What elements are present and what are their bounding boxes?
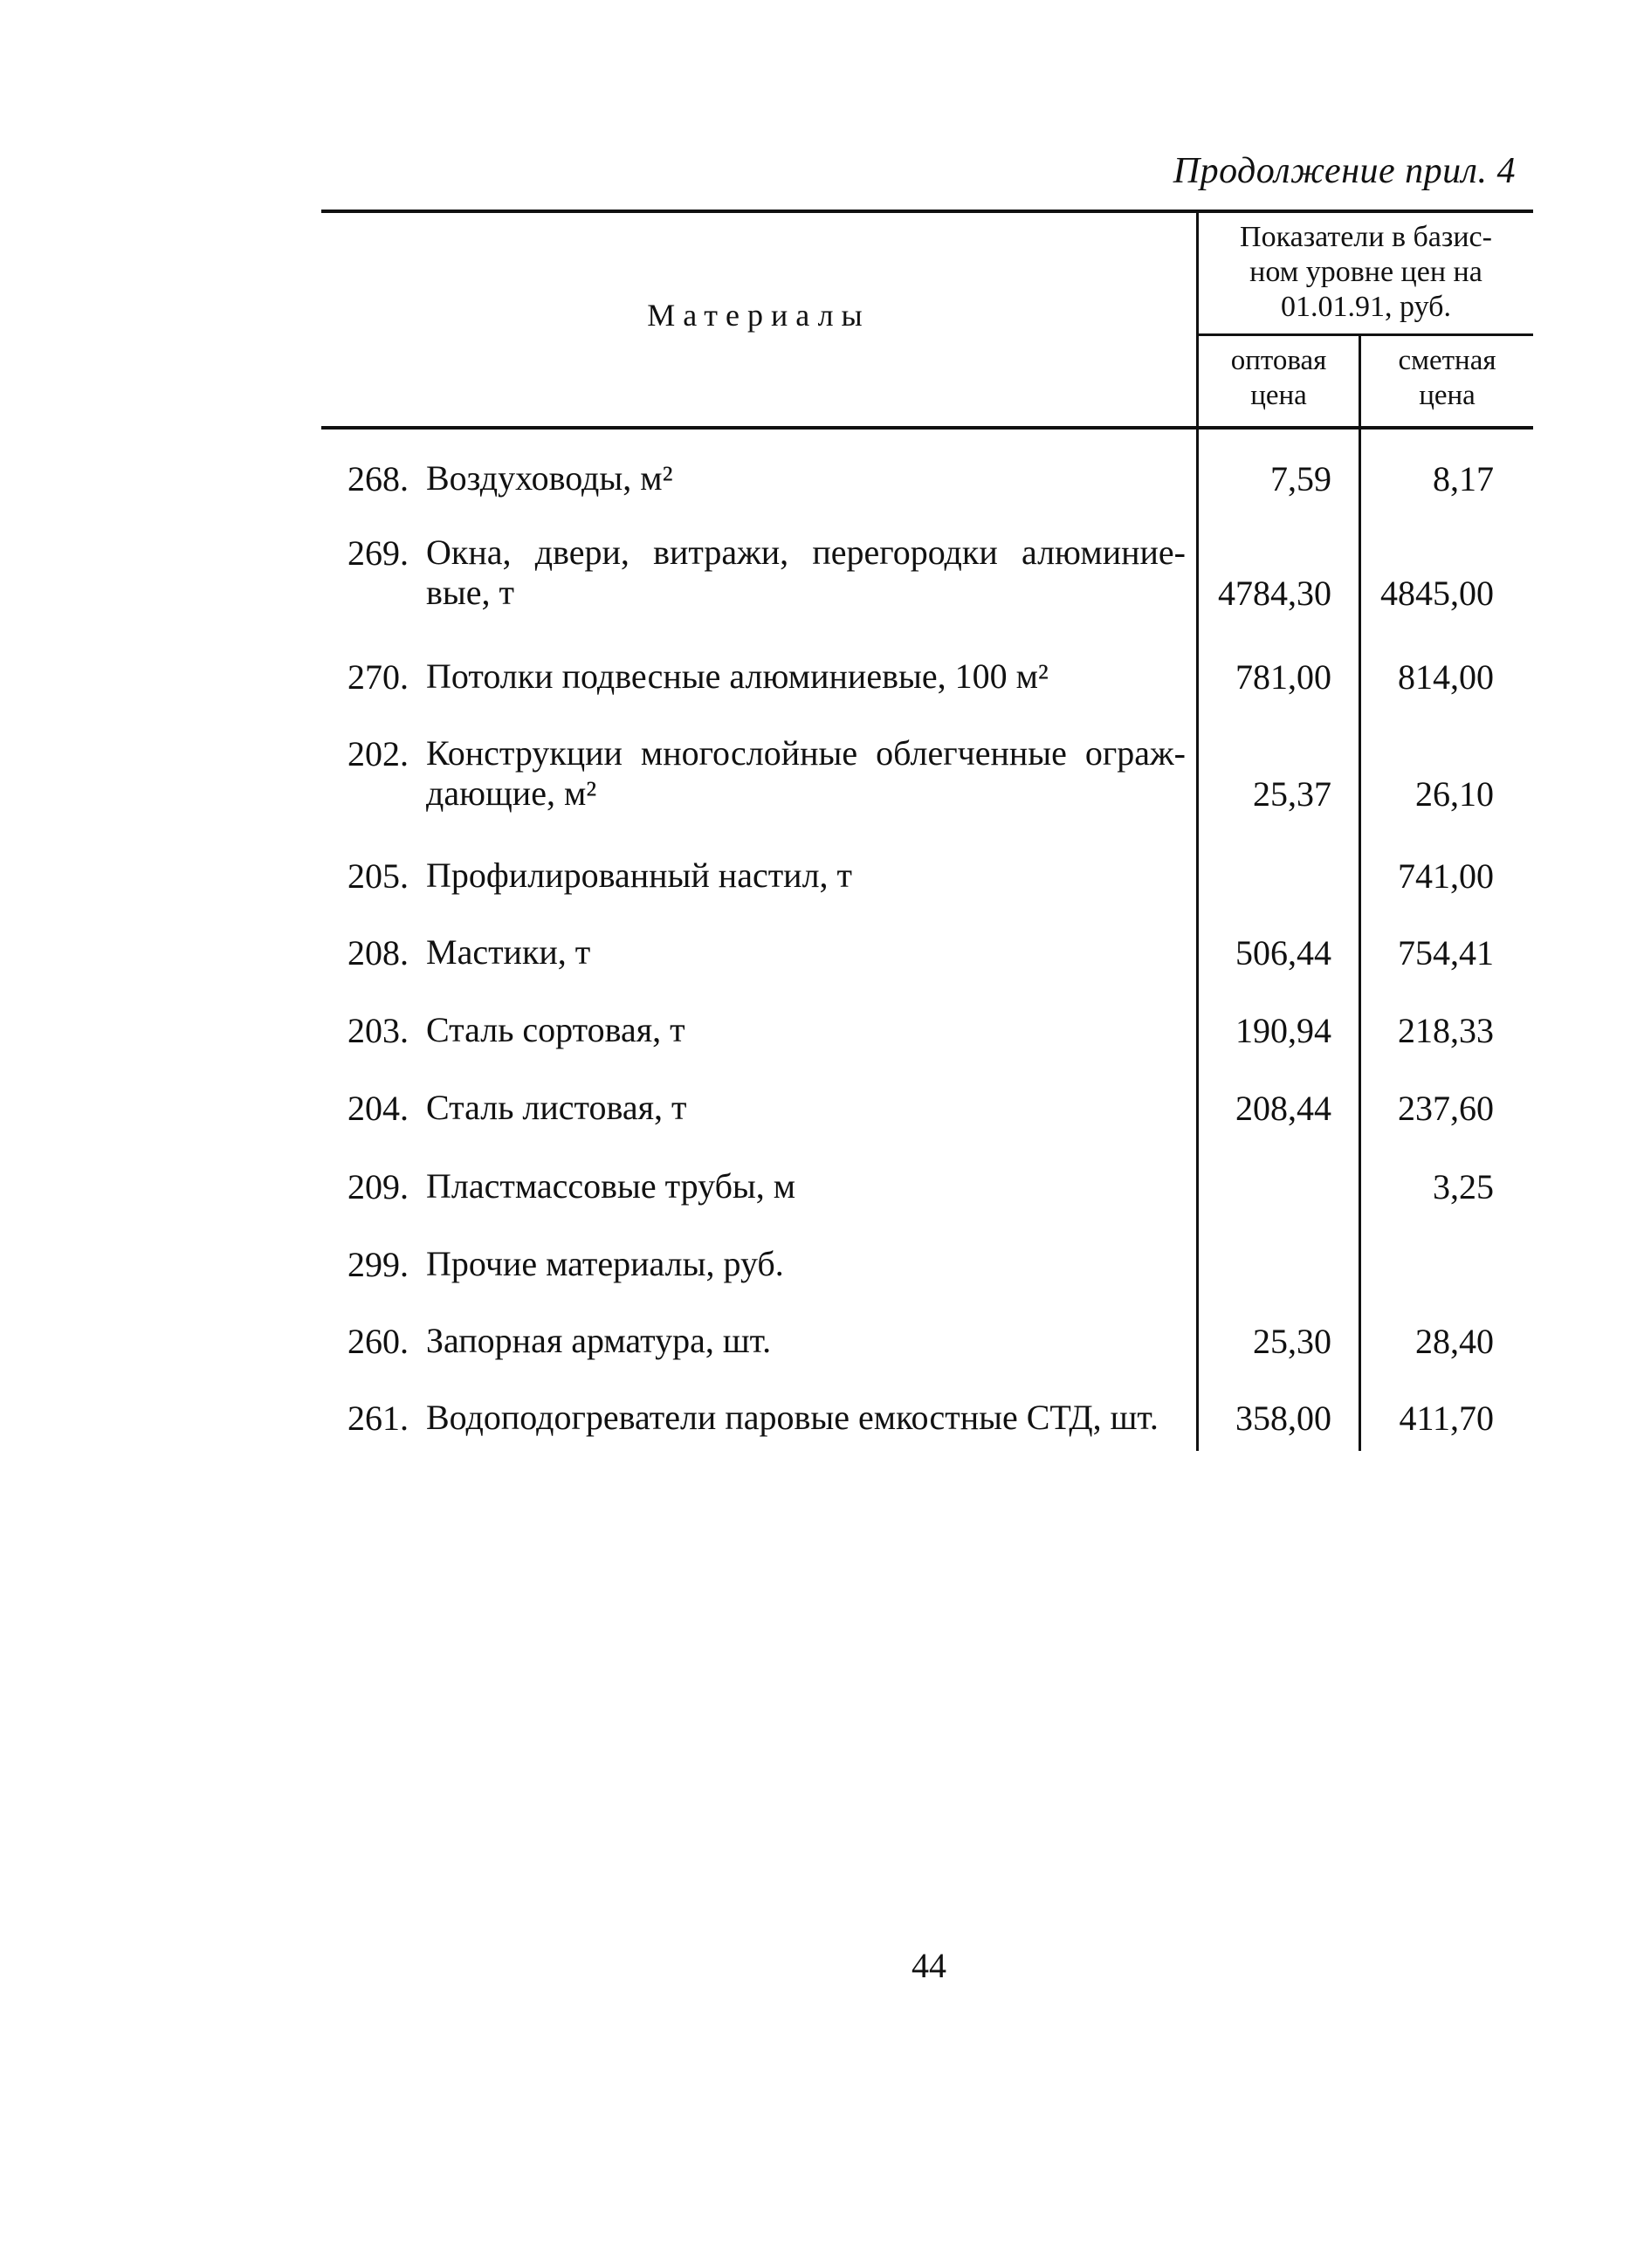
- header-indicators-line: Показатели в базис-: [1240, 221, 1492, 253]
- continuation-label: Продолжение прил. 4: [1173, 151, 1516, 191]
- row-name-line: вые, т: [426, 573, 514, 612]
- row-wholesale-price: 506,44: [1235, 933, 1331, 972]
- row-code: 204.: [347, 1089, 409, 1128]
- header-estimate-price: [1361, 343, 1533, 413]
- row-wholesale-price: 4784,30: [1218, 574, 1331, 613]
- row-material-name: [426, 533, 1186, 613]
- row-estimate-price: 218,33: [1398, 1011, 1494, 1050]
- header-indicators-line: 01.01.91, руб.: [1281, 291, 1451, 323]
- row-estimate-price: 411,70: [1399, 1399, 1494, 1438]
- row-material-name: [426, 733, 1186, 814]
- header-indicators-line: ном уровне цен на: [1249, 256, 1482, 288]
- header-bottom-rule: [321, 426, 1533, 430]
- row-code: 260.: [347, 1322, 409, 1361]
- row-material-name: [426, 1321, 1186, 1361]
- row-estimate-price: 28,40: [1415, 1322, 1494, 1361]
- row-name-line: Прочие материалы, руб.: [426, 1244, 784, 1283]
- row-code: 209.: [347, 1167, 409, 1206]
- row-estimate-price: 741,00: [1398, 856, 1494, 896]
- row-material-name: [426, 1088, 1186, 1128]
- row-estimate-price: 4845,00: [1380, 574, 1494, 613]
- row-code: 268.: [347, 459, 409, 498]
- row-code: 269.: [347, 533, 409, 573]
- row-material-name: [426, 458, 1186, 498]
- row-name-line: Запорная арматура, шт.: [426, 1321, 772, 1360]
- table-top-rule: [321, 210, 1533, 213]
- row-code: 202.: [347, 734, 409, 773]
- row-wholesale-price: 781,00: [1235, 657, 1331, 697]
- row-name-line: Профилированный настил, т: [426, 856, 853, 895]
- row-name-line: Сталь сортовая, т: [426, 1010, 685, 1049]
- row-code: 205.: [347, 856, 409, 896]
- row-code: 261.: [347, 1399, 409, 1438]
- row-material-name: [426, 1166, 1186, 1206]
- header-estimate-line: цена: [1419, 380, 1476, 411]
- header-wholesale-line: цена: [1250, 380, 1307, 411]
- row-estimate-price: 754,41: [1398, 933, 1494, 972]
- row-wholesale-price: 358,00: [1235, 1399, 1331, 1438]
- row-name-line: дающие, м²: [426, 773, 597, 813]
- row-material-name: [426, 932, 1186, 972]
- row-code: 208.: [347, 933, 409, 972]
- header-wholesale-line: оптовая: [1230, 345, 1327, 376]
- header-indicators: [1199, 220, 1533, 325]
- row-material-name: [426, 1398, 1186, 1438]
- header-materials: Материалы: [647, 298, 870, 333]
- header-estimate-line: сметная: [1398, 345, 1496, 376]
- row-wholesale-price: 25,37: [1253, 774, 1331, 814]
- row-name-line: Окна, двери, витражи, перегородки алюминие-: [426, 533, 1186, 572]
- row-wholesale-price: 208,44: [1235, 1089, 1331, 1128]
- row-name-line: Пластмассовые трубы, м: [426, 1166, 796, 1206]
- row-material-name: [426, 1244, 1186, 1284]
- row-name-line: Конструкции многослойные облегченные ограж-: [426, 733, 1186, 773]
- row-code: 270.: [347, 657, 409, 697]
- page-number: 44: [911, 1946, 946, 1985]
- row-wholesale-price: 7,59: [1270, 459, 1331, 498]
- row-material-name: [426, 1010, 1186, 1050]
- row-name-line: Водоподогреватели паровые емкостные СТД, шт.: [426, 1398, 1159, 1437]
- row-estimate-price: 8,17: [1433, 459, 1494, 498]
- row-wholesale-price: 190,94: [1235, 1011, 1331, 1050]
- row-estimate-price: 237,60: [1398, 1089, 1494, 1128]
- row-code: 299.: [347, 1245, 409, 1284]
- row-name-line: Потолки подвесные алюминиевые, 100 м²: [426, 656, 1049, 696]
- header-wholesale-price: [1199, 343, 1359, 413]
- row-estimate-price: 3,25: [1433, 1167, 1494, 1206]
- header-subdivider-rule: [1199, 333, 1533, 336]
- row-code: 203.: [347, 1011, 409, 1050]
- row-name-line: Мастики, т: [426, 932, 591, 972]
- row-material-name: [426, 856, 1186, 896]
- row-wholesale-price: 25,30: [1253, 1322, 1331, 1361]
- row-name-line: Сталь листовая, т: [426, 1088, 687, 1127]
- row-name-line: Воздуховоды, м²: [426, 458, 673, 498]
- row-material-name: [426, 656, 1186, 697]
- row-estimate-price: 26,10: [1415, 774, 1494, 814]
- row-estimate-price: 814,00: [1398, 657, 1494, 697]
